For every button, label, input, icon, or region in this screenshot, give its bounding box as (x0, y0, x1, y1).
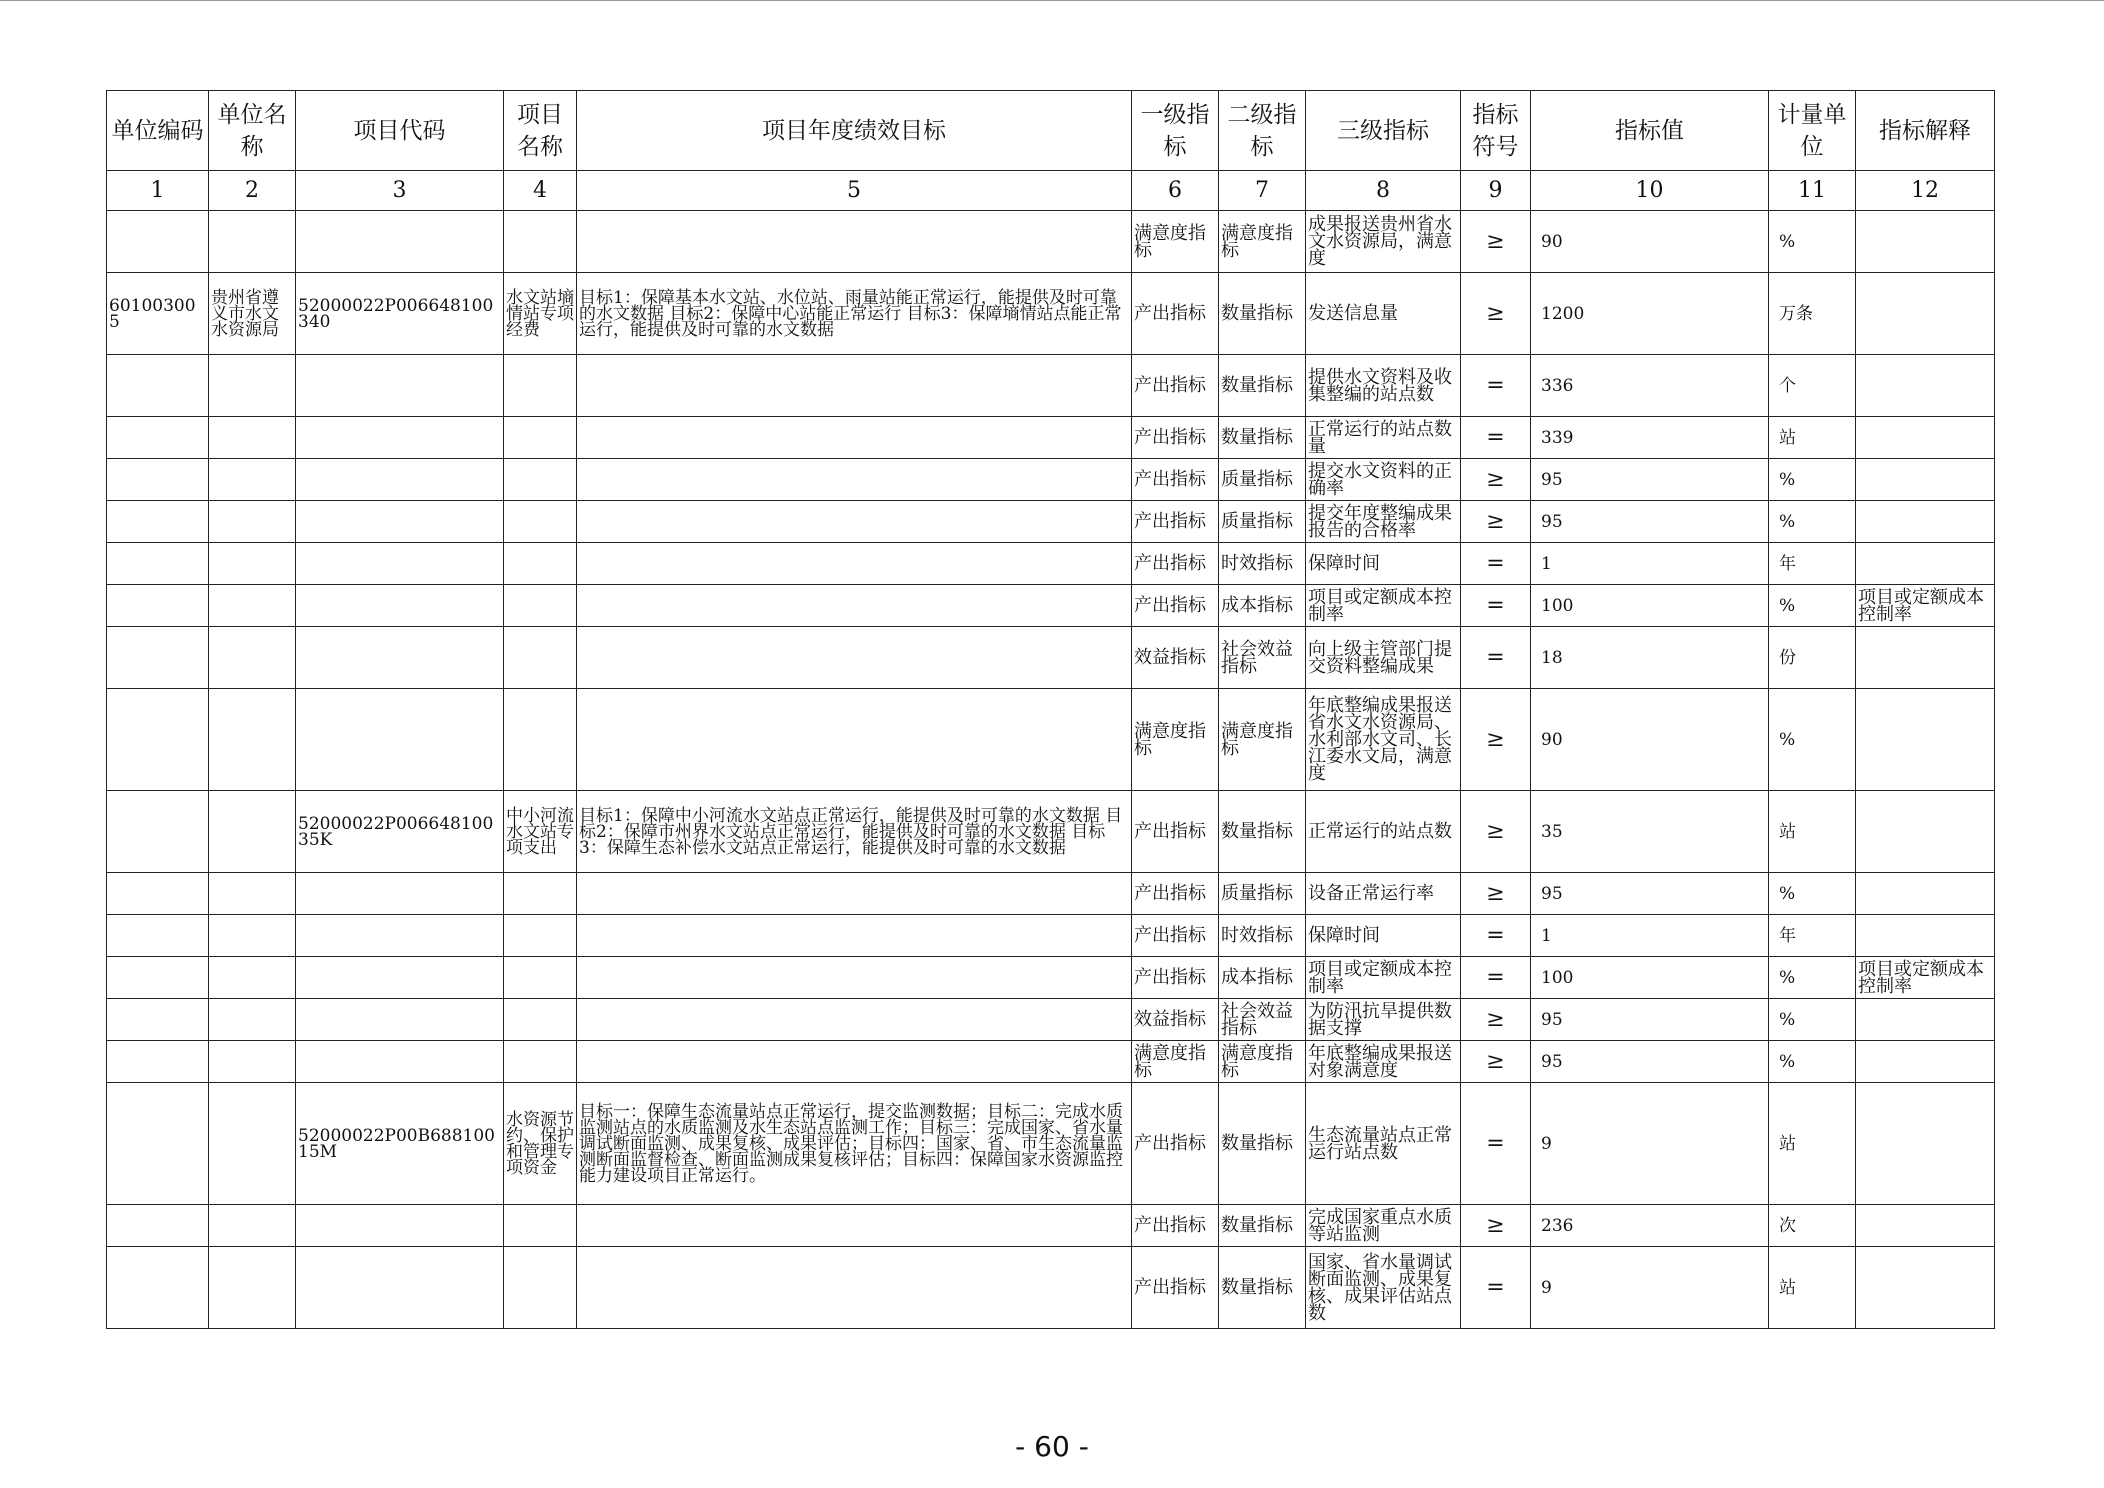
level3-indicator-cell: 保障时间 (1306, 543, 1461, 585)
table-row (107, 915, 1995, 957)
table-row (107, 957, 1995, 999)
project-code-cell: 52000022P00B68810015M (296, 1083, 504, 1205)
indicator-value-cell: 100 (1531, 585, 1769, 627)
indicator-explanation-cell (1856, 355, 1995, 417)
level3-indicator-cell: 设备正常运行率 (1306, 873, 1461, 915)
project-name-cell (504, 543, 577, 585)
indicator-explanation-cell (1856, 627, 1995, 689)
indicator-symbol-cell: ≥ (1461, 501, 1531, 543)
unit-code-cell (107, 543, 209, 585)
indicator-value-cell: 100 (1531, 957, 1769, 999)
indicator-value-cell: 95 (1531, 873, 1769, 915)
measure-unit-cell: 次 (1769, 1205, 1856, 1247)
annual-goal-cell (577, 355, 1132, 417)
unit-name-cell (209, 791, 296, 873)
indicator-value-cell: 339 (1531, 417, 1769, 459)
unit-name-cell (209, 1247, 296, 1329)
measure-unit-cell: % (1769, 957, 1856, 999)
measure-unit-cell: 站 (1769, 791, 1856, 873)
level2-indicator-cell: 满意度指标 (1219, 211, 1306, 273)
indicator-symbol-cell: = (1461, 627, 1531, 689)
unit-code-cell (107, 355, 209, 417)
indicator-explanation-cell (1856, 873, 1995, 915)
table-row (107, 543, 1995, 585)
unit-name-cell (209, 501, 296, 543)
unit-code-cell (107, 459, 209, 501)
column-number: 3 (296, 171, 504, 211)
level3-indicator-cell: 国家、省水量调试断面监测、成果复核、成果评估站点数 (1306, 1247, 1461, 1329)
unit-code-cell (107, 689, 209, 791)
level3-indicator-cell: 正常运行的站点数量 (1306, 417, 1461, 459)
unit-name-cell (209, 873, 296, 915)
indicator-explanation-cell (1856, 1205, 1995, 1247)
indicator-explanation-cell (1856, 999, 1995, 1041)
annual-goal-cell (577, 873, 1132, 915)
unit-name-cell (209, 543, 296, 585)
indicator-explanation-cell (1856, 543, 1995, 585)
level1-indicator-cell: 满意度指标 (1132, 1041, 1219, 1083)
column-header: 单位编码 (107, 91, 209, 171)
annual-goal-cell (577, 1041, 1132, 1083)
unit-code-cell (107, 585, 209, 627)
project-name-cell (504, 915, 577, 957)
unit-code-cell (107, 873, 209, 915)
measure-unit-cell: % (1769, 501, 1856, 543)
level1-indicator-cell: 产出指标 (1132, 459, 1219, 501)
level1-indicator-cell: 满意度指标 (1132, 689, 1219, 791)
project-name-cell (504, 355, 577, 417)
indicator-value-cell: 35 (1531, 791, 1769, 873)
unit-name-cell (209, 1083, 296, 1205)
level3-indicator-cell: 提交水文资料的正确率 (1306, 459, 1461, 501)
column-header: 指标值 (1531, 91, 1769, 171)
top-border-line (0, 0, 2104, 1)
level2-indicator-cell: 质量指标 (1219, 501, 1306, 543)
project-name-cell (504, 957, 577, 999)
project-code-cell (296, 543, 504, 585)
indicator-value-cell: 1200 (1531, 273, 1769, 355)
indicator-explanation-cell (1856, 1041, 1995, 1083)
level3-indicator-cell: 项目或定额成本控制率 (1306, 957, 1461, 999)
project-code-cell (296, 355, 504, 417)
annual-goal-cell (577, 689, 1132, 791)
level2-indicator-cell: 时效指标 (1219, 543, 1306, 585)
level3-indicator-cell: 项目或定额成本控制率 (1306, 585, 1461, 627)
unit-code-cell (107, 501, 209, 543)
annual-goal-cell (577, 585, 1132, 627)
unit-name-cell (209, 417, 296, 459)
unit-name-cell (209, 627, 296, 689)
column-number: 4 (504, 171, 577, 211)
column-number: 7 (1219, 171, 1306, 211)
level2-indicator-cell: 成本指标 (1219, 585, 1306, 627)
level2-indicator-cell: 成本指标 (1219, 957, 1306, 999)
unit-code-cell (107, 1247, 209, 1329)
unit-code-cell (107, 1041, 209, 1083)
indicator-explanation-cell (1856, 791, 1995, 873)
indicator-value-cell: 236 (1531, 1205, 1769, 1247)
project-code-cell (296, 459, 504, 501)
column-number: 1 (107, 171, 209, 211)
indicator-value-cell: 1 (1531, 543, 1769, 585)
annual-goal-cell (577, 627, 1132, 689)
level3-indicator-cell: 生态流量站点正常运行站点数 (1306, 1083, 1461, 1205)
measure-unit-cell: 份 (1769, 627, 1856, 689)
indicator-value-cell: 336 (1531, 355, 1769, 417)
unit-code-cell (107, 791, 209, 873)
indicator-value-cell: 95 (1531, 459, 1769, 501)
level2-indicator-cell: 数量指标 (1219, 791, 1306, 873)
indicator-value-cell: 18 (1531, 627, 1769, 689)
project-code-cell (296, 689, 504, 791)
table-row (107, 1205, 1995, 1247)
indicator-explanation-cell (1856, 417, 1995, 459)
project-code-cell (296, 417, 504, 459)
unit-code-cell (107, 915, 209, 957)
indicator-symbol-cell: = (1461, 1083, 1531, 1205)
column-number: 12 (1856, 171, 1995, 211)
unit-name-cell (209, 999, 296, 1041)
unit-name-cell (209, 355, 296, 417)
indicator-symbol-cell: = (1461, 915, 1531, 957)
project-name-cell (504, 211, 577, 273)
project-name-cell: 水资源节约、保护和管理专项资金 (504, 1083, 577, 1205)
project-name-cell (504, 689, 577, 791)
unit-code-cell: 601003005 (107, 273, 209, 355)
column-number: 11 (1769, 171, 1856, 211)
project-name-cell (504, 459, 577, 501)
table-body (107, 211, 1995, 1329)
unit-name-cell (209, 1041, 296, 1083)
table-row (107, 999, 1995, 1041)
unit-code-cell (107, 1083, 209, 1205)
table-row (107, 355, 1995, 417)
project-code-cell (296, 627, 504, 689)
project-code-cell (296, 873, 504, 915)
indicator-symbol-cell: = (1461, 417, 1531, 459)
level1-indicator-cell: 产出指标 (1132, 1205, 1219, 1247)
indicator-value-cell: 95 (1531, 1041, 1769, 1083)
project-code-cell: 52000022P006648100340 (296, 273, 504, 355)
indicator-explanation-cell (1856, 1247, 1995, 1329)
indicator-symbol-cell: = (1461, 585, 1531, 627)
unit-name-cell (209, 957, 296, 999)
indicator-symbol-cell: ≥ (1461, 273, 1531, 355)
project-name-cell (504, 627, 577, 689)
level2-indicator-cell: 数量指标 (1219, 417, 1306, 459)
measure-unit-cell: 年 (1769, 915, 1856, 957)
level1-indicator-cell: 产出指标 (1132, 1083, 1219, 1205)
indicator-explanation-cell: 项目或定额成本控制率 (1856, 585, 1995, 627)
project-name-cell (504, 1041, 577, 1083)
level1-indicator-cell: 产出指标 (1132, 355, 1219, 417)
unit-name-cell: 贵州省遵义市水文水资源局 (209, 273, 296, 355)
unit-code-cell (107, 417, 209, 459)
annual-goal-cell (577, 501, 1132, 543)
indicator-value-cell: 9 (1531, 1247, 1769, 1329)
indicator-value-cell: 95 (1531, 999, 1769, 1041)
measure-unit-cell: 站 (1769, 1083, 1856, 1205)
measure-unit-cell: % (1769, 873, 1856, 915)
indicator-explanation-cell (1856, 1083, 1995, 1205)
column-number: 6 (1132, 171, 1219, 211)
annual-goal-cell (577, 459, 1132, 501)
table-row (107, 1247, 1995, 1329)
indicator-explanation-cell (1856, 211, 1995, 273)
level2-indicator-cell: 数量指标 (1219, 1083, 1306, 1205)
unit-name-cell (209, 211, 296, 273)
table-row (107, 501, 1995, 543)
table-row (107, 689, 1995, 791)
project-name-cell: 水文站墒情站专项经费 (504, 273, 577, 355)
level2-indicator-cell: 满意度指标 (1219, 1041, 1306, 1083)
project-code-cell (296, 915, 504, 957)
level3-indicator-cell: 年底整编成果报送对象满意度 (1306, 1041, 1461, 1083)
level1-indicator-cell: 产出指标 (1132, 417, 1219, 459)
level2-indicator-cell: 数量指标 (1219, 1247, 1306, 1329)
indicator-explanation-cell (1856, 689, 1995, 791)
level2-indicator-cell: 数量指标 (1219, 355, 1306, 417)
annual-goal-cell (577, 1247, 1132, 1329)
table-row (107, 273, 1995, 355)
level2-indicator-cell: 社会效益指标 (1219, 627, 1306, 689)
annual-goal-cell (577, 211, 1132, 273)
level1-indicator-cell: 产出指标 (1132, 1247, 1219, 1329)
level2-indicator-cell: 数量指标 (1219, 1205, 1306, 1247)
level2-indicator-cell: 质量指标 (1219, 873, 1306, 915)
performance-target-table (106, 90, 1995, 1329)
indicator-value-cell: 1 (1531, 915, 1769, 957)
level3-indicator-cell: 发送信息量 (1306, 273, 1461, 355)
unit-name-cell (209, 689, 296, 791)
annual-goal-cell (577, 543, 1132, 585)
measure-unit-cell: 站 (1769, 1247, 1856, 1329)
column-number: 5 (577, 171, 1132, 211)
project-name-cell (504, 1247, 577, 1329)
indicator-explanation-cell (1856, 273, 1995, 355)
column-number: 8 (1306, 171, 1461, 211)
level1-indicator-cell: 产出指标 (1132, 873, 1219, 915)
indicator-explanation-cell (1856, 459, 1995, 501)
level3-indicator-cell: 年底整编成果报送省水文水资源局、水利部水文司、长江委水文局，满意度 (1306, 689, 1461, 791)
table-row (107, 585, 1995, 627)
column-number: 2 (209, 171, 296, 211)
level1-indicator-cell: 产出指标 (1132, 501, 1219, 543)
indicator-value-cell: 90 (1531, 211, 1769, 273)
indicator-symbol-cell: ≥ (1461, 211, 1531, 273)
project-name-cell (504, 999, 577, 1041)
project-name-cell (504, 1205, 577, 1247)
measure-unit-cell: 年 (1769, 543, 1856, 585)
project-code-cell (296, 211, 504, 273)
unit-code-cell (107, 957, 209, 999)
level3-indicator-cell: 成果报送贵州省水文水资源局，满意度 (1306, 211, 1461, 273)
annual-goal-cell (577, 957, 1132, 999)
unit-code-cell (107, 999, 209, 1041)
table-row (107, 459, 1995, 501)
indicator-symbol-cell: = (1461, 355, 1531, 417)
measure-unit-cell: 站 (1769, 417, 1856, 459)
project-code-cell (296, 957, 504, 999)
annual-goal-cell: 目标1：保障基本水文站、水位站、雨量站能正常运行，能提供及时可靠的水文数据 目标2：保障中心站能正常运行 目标3：保障墒情站点能正常运行，能提供及时可靠的水文数据 (577, 273, 1132, 355)
table-row (107, 1041, 1995, 1083)
project-name-cell (504, 501, 577, 543)
measure-unit-cell: % (1769, 689, 1856, 791)
unit-name-cell (209, 459, 296, 501)
column-number: 9 (1461, 171, 1531, 211)
level1-indicator-cell: 产出指标 (1132, 957, 1219, 999)
project-name-cell (504, 417, 577, 459)
table-row (107, 211, 1995, 273)
column-number: 10 (1531, 171, 1769, 211)
level3-indicator-cell: 向上级主管部门提交资料整编成果 (1306, 627, 1461, 689)
column-header: 项目代码 (296, 91, 504, 171)
level1-indicator-cell: 产出指标 (1132, 915, 1219, 957)
unit-code-cell (107, 1205, 209, 1247)
table-row (107, 873, 1995, 915)
annual-goal-cell: 目标1：保障中小河流水文站点正常运行，能提供及时可靠的水文数据 目标2：保障市州界水文站点正常运行，能提供及时可靠的水文数据 目标3：保障生态补偿水文站点正常运行，能提供及时可靠的水文数据 (577, 791, 1132, 873)
level1-indicator-cell: 产出指标 (1132, 543, 1219, 585)
project-code-cell (296, 1205, 504, 1247)
column-number-row (107, 171, 1995, 211)
column-header: 一级指标 (1132, 91, 1219, 171)
level2-indicator-cell: 满意度指标 (1219, 689, 1306, 791)
measure-unit-cell: % (1769, 1041, 1856, 1083)
indicator-explanation-cell: 项目或定额成本控制率 (1856, 957, 1995, 999)
column-header: 二级指标 (1219, 91, 1306, 171)
level2-indicator-cell: 社会效益指标 (1219, 999, 1306, 1041)
indicator-symbol-cell: = (1461, 957, 1531, 999)
table-row (107, 791, 1995, 873)
measure-unit-cell: % (1769, 999, 1856, 1041)
table-row (107, 627, 1995, 689)
annual-goal-cell (577, 915, 1132, 957)
level1-indicator-cell: 产出指标 (1132, 791, 1219, 873)
column-header: 指标解释 (1856, 91, 1995, 171)
indicator-symbol-cell: ≥ (1461, 1041, 1531, 1083)
indicator-symbol-cell: ≥ (1461, 791, 1531, 873)
unit-code-cell (107, 211, 209, 273)
project-name-cell (504, 585, 577, 627)
measure-unit-cell: % (1769, 585, 1856, 627)
annual-goal-cell (577, 999, 1132, 1041)
indicator-symbol-cell: ≥ (1461, 689, 1531, 791)
project-name-cell: 中小河流水文站专项支出 (504, 791, 577, 873)
column-header: 项目年度绩效目标 (577, 91, 1132, 171)
indicator-value-cell: 9 (1531, 1083, 1769, 1205)
page-number: - 60 - (1015, 1430, 1089, 1463)
project-name-cell (504, 873, 577, 915)
column-header: 指标符号 (1461, 91, 1531, 171)
level1-indicator-cell: 满意度指标 (1132, 211, 1219, 273)
level2-indicator-cell: 质量指标 (1219, 459, 1306, 501)
annual-goal-cell (577, 1205, 1132, 1247)
annual-goal-cell (577, 417, 1132, 459)
project-code-cell (296, 999, 504, 1041)
level2-indicator-cell: 数量指标 (1219, 273, 1306, 355)
level1-indicator-cell: 效益指标 (1132, 999, 1219, 1041)
level3-indicator-cell: 提交年度整编成果报告的合格率 (1306, 501, 1461, 543)
indicator-symbol-cell: = (1461, 1247, 1531, 1329)
measure-unit-cell: 个 (1769, 355, 1856, 417)
indicator-symbol-cell: = (1461, 543, 1531, 585)
column-header: 项目名称 (504, 91, 577, 171)
level3-indicator-cell: 提供水文资料及收集整编的站点数 (1306, 355, 1461, 417)
indicator-symbol-cell: ≥ (1461, 1205, 1531, 1247)
header-row (107, 91, 1995, 171)
measure-unit-cell: % (1769, 211, 1856, 273)
indicator-symbol-cell: ≥ (1461, 459, 1531, 501)
annual-goal-cell: 目标一：保障生态流量站点正常运行，提交监测数据；目标二：完成水质监测站点的水质监测及水生态站点监测工作；目标三：完成国家、省水量调试断面监测、成果复核、成果评估；目标四：国家、省、市生态流量监测断面监督检查、断面监测成果复核评估；目标四：保障国家水资源监控能力建设项目正常运行。 (577, 1083, 1132, 1205)
table-row (107, 417, 1995, 459)
level1-indicator-cell: 效益指标 (1132, 627, 1219, 689)
level3-indicator-cell: 保障时间 (1306, 915, 1461, 957)
level1-indicator-cell: 产出指标 (1132, 585, 1219, 627)
measure-unit-cell: 万条 (1769, 273, 1856, 355)
level3-indicator-cell: 正常运行的站点数 (1306, 791, 1461, 873)
project-code-cell (296, 501, 504, 543)
indicator-explanation-cell (1856, 501, 1995, 543)
level3-indicator-cell: 为防汛抗旱提供数据支撑 (1306, 999, 1461, 1041)
indicator-symbol-cell: ≥ (1461, 873, 1531, 915)
unit-code-cell (107, 627, 209, 689)
level2-indicator-cell: 时效指标 (1219, 915, 1306, 957)
indicator-value-cell: 90 (1531, 689, 1769, 791)
project-code-cell (296, 1041, 504, 1083)
unit-name-cell (209, 585, 296, 627)
column-header: 单位名称 (209, 91, 296, 171)
indicator-value-cell: 95 (1531, 501, 1769, 543)
project-code-cell: 52000022P00664810035K (296, 791, 504, 873)
project-code-cell (296, 1247, 504, 1329)
table-row (107, 1083, 1995, 1205)
level3-indicator-cell: 完成国家重点水质等站监测 (1306, 1205, 1461, 1247)
indicator-symbol-cell: ≥ (1461, 999, 1531, 1041)
column-header: 计量单位 (1769, 91, 1856, 171)
measure-unit-cell: % (1769, 459, 1856, 501)
unit-name-cell (209, 915, 296, 957)
level1-indicator-cell: 产出指标 (1132, 273, 1219, 355)
column-header: 三级指标 (1306, 91, 1461, 171)
indicator-explanation-cell (1856, 915, 1995, 957)
project-code-cell (296, 585, 504, 627)
unit-name-cell (209, 1205, 296, 1247)
